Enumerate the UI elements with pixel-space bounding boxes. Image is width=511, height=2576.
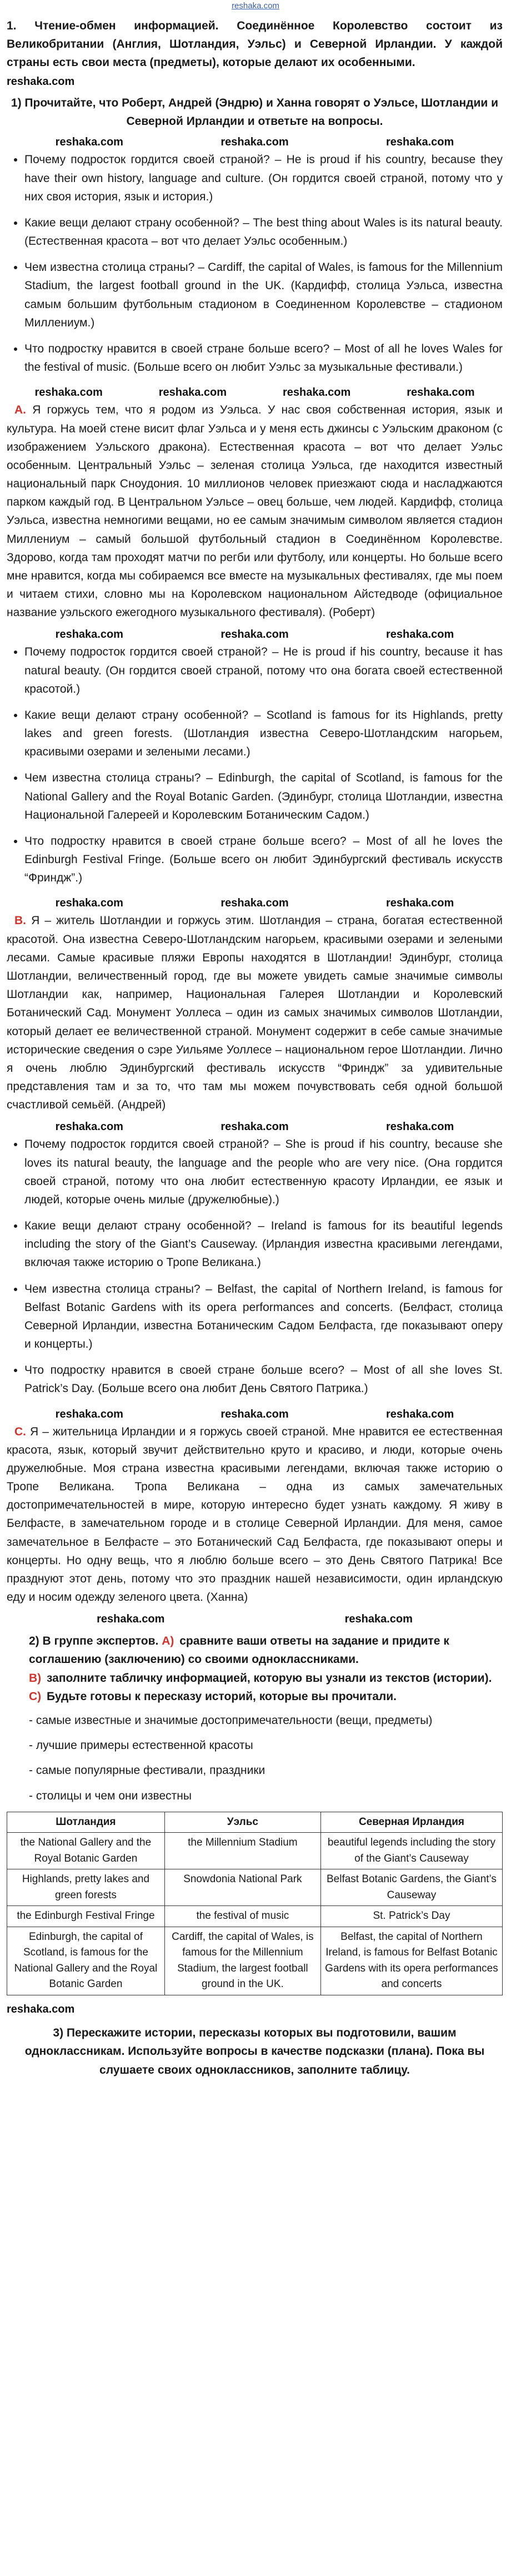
watermark: reshaka.com: [55, 136, 123, 149]
watermark: reshaka.com: [385, 1408, 454, 1420]
document-content: [7, 17, 503, 2079]
task-1-heading: 1) Прочитайте, что Роберт, Андрей (Эндрю) и Ханна говорят о Уэльсе, Шотландии и Северной Ирландии и ответьте на вопросы.: [11, 97, 499, 128]
task-2-line-a: [29, 1632, 503, 1668]
list-item: • Почему подросток гордится своей страной? – He is proud if his country, because they have their own history, language and culture. (Он гордится своей страной, потому что у них своя история, язык и история.): [24, 150, 503, 206]
task-2-line-b: [29, 1669, 503, 1687]
list-item: • Что подростку нравится в своей стране больше всего? – Most of all she loves St. Patrick’s Day. (Больше всего она любит День Святого Патрика.): [24, 1361, 503, 1398]
watermark: reshaka.com: [221, 136, 289, 149]
list-item: • Какие вещи делают страну особенной? – Scotland is famous for its Highlands, pretty lakes and green forests. (Шотландия известна Северо-Шотландским нагорьем, красивыми озерами и зелеными лесами.): [24, 706, 503, 762]
watermark-row: [7, 134, 503, 149]
watermark: reshaka.com: [385, 897, 454, 910]
list-item: • Что подростку нравится в своей стране больше всего? – Most of all he loves Wales for the festival of music. (Больше всего он любит Уэльс за музыкальные фестивали.): [24, 340, 503, 376]
watermark: reshaka.com: [7, 2003, 75, 2015]
watermark: reshaka.com: [221, 1121, 289, 1133]
column-header: Северная Ирландия: [320, 1812, 502, 1833]
list-item: • Что подростку нравится в своей стране больше всего? – Most of all he loves the Edinburgh Festival Fringe. (Больше всего он любит Эдинбургский фестиваль искусств “Фриндж”.): [24, 832, 503, 888]
table-cell: Belfast Botanic Gardens, the Giant’s Causeway: [320, 1869, 502, 1906]
list-item: - лучшие примеры естественной красоты: [29, 1739, 253, 1752]
story-c: [7, 1423, 503, 1607]
comparison-table: [7, 1812, 503, 1995]
table-cell: the National Gallery and the Royal Botanic Garden: [7, 1833, 165, 1869]
watermark: reshaka.com: [221, 1408, 289, 1420]
table-cell: Edinburgh, the capital of Scotland, is famous for the National Gallery and the Royal Botanic Garden: [7, 1927, 165, 1995]
watermark: reshaka.com: [34, 386, 103, 399]
watermark: reshaka.com: [221, 897, 289, 910]
task-2-c-label: С): [29, 1690, 42, 1703]
list-item: • Чем известна столица страны? – Cardiff, the capital of Wales, is famous for the Millennium Stadium, the largest football ground in the UK. (Кардифф, столица Уэльса, известна самым большим футбольным стадионом в Соединенном Королевстве – стадионом Миллениум.): [24, 258, 503, 332]
watermark: reshaka.com: [344, 1613, 413, 1626]
table-cell: Highlands, pretty lakes and green forests: [7, 1869, 165, 1906]
story-a-text: Я горжусь тем, что я родом из Уэльса. У нас своя собственная история, язык и культура. На моей стене висит флаг Уэльса и у меня есть джинсы с Уэльским драконом (с изображением Уэльского дракона). Естественная красота – вот что делает Уэльс особенным. Центральный Уэльс – зеленая столица Уэльса, где находится известный национальный парк Сноудония. 10 миллионов человек приезжают сюда и насладжаются парком каждый год. В Центральном Уэльсе – овец больше, чем людей. Кардифф, столица Уэльса, известна немногими вещами, но ее самым значимым символом является стадион Миллениум – самый большой футбольный стадион в Соединённом Королевстве. Здорово, когда там проходят матчи по регби или футболу, или концерты. Но больше всего мне нравится, когда мы собираемся все вместе на музыкальных фестивалях, где мы поем и читаем стихи, словно мы на Королевском национальном Айстедводе (официальное название уэльского ежегодного музыкального фестиваля). (Роберт): [7, 404, 503, 619]
list-item: - самые популярные фестивали, праздники: [29, 1764, 265, 1777]
table-row: [7, 1869, 503, 1906]
column-header: Уэльс: [164, 1812, 320, 1833]
story-a-label: А.: [14, 404, 26, 417]
watermark: reshaka.com: [55, 897, 123, 910]
table-row: [7, 1906, 503, 1927]
topics-list: [7, 1711, 503, 1805]
list-item: - столицы и чем они известны: [29, 1789, 192, 1802]
task-2-a-text: сравните ваши ответы на задание и придите к соглашению (заключению) со своими одноклассниками.: [29, 1635, 449, 1666]
watermark-row: [7, 895, 503, 910]
table-cell: the festival of music: [164, 1906, 320, 1927]
list-item: • Какие вещи делают страну особенной? – Ireland is famous for its beautiful legends including the story of the Giant’s Causeway. (Ирландия известна красивыми легендами, включая также историю о Тропе Великана.): [24, 1217, 503, 1272]
watermark: reshaka.com: [55, 628, 123, 641]
scotland-questions-list: [7, 643, 503, 887]
task-2-title: 2) В группе экспертов.: [29, 1635, 159, 1648]
list-item: • Чем известна столица страны? – Edinburgh, the capital of Scotland, is famous for the National Gallery and the Royal Botanic Garden. (Эдинбург, столица Шотландии, известна Национальной Галереей и Королевским Ботаническим Садом.): [24, 769, 503, 824]
task-2-b-text: заполните табличку информацией, которую вы узнали из текстов (истории).: [47, 1671, 492, 1685]
table-cell: Snowdonia National Park: [164, 1869, 320, 1906]
table-cell: beautiful legends including the story of the Giant’s Causeway: [320, 1833, 502, 1869]
watermark: reshaka.com: [385, 1121, 454, 1133]
watermark: reshaka.com: [385, 136, 454, 149]
watermark-row: [7, 626, 503, 642]
table-header-row: [7, 1812, 503, 1833]
watermark: reshaka.com: [407, 386, 475, 399]
task-2-block: [29, 1632, 503, 1706]
task-2-c-text: Будьте готовы к пересказу историй, которые вы прочитали.: [47, 1690, 397, 1703]
story-b: [7, 911, 503, 1114]
watermark-row: [7, 1406, 503, 1421]
task-3: 3) Перескажите истории, пересказы которых вы подготовили, вашим одноклассникам. Используйте вопросы в качестве подсказки (плана). Пока вы слушаете своих одноклассников, заполните таблицу.: [24, 2026, 485, 2076]
watermark: reshaka.com: [385, 628, 454, 641]
table-row: [7, 1833, 503, 1869]
list-item: • Почему подросток гордится своей страной? – She is proud if his country, because she loves its natural beauty, the language and the people who are very nice. (Она гордится своей страной, потому что она любит естественную красоту Ирландии, ее язык и людей, которые очень милые (дружелюбные).): [24, 1135, 503, 1209]
task-2-a-label: А): [162, 1635, 174, 1648]
list-item: • Почему подросток гордится своей страной? – He is proud if his country, because it has natural beauty. (Он гордится своей страной, потому что она богата своей естественной красотой.): [24, 643, 503, 698]
list-item: • Какие вещи делают страну особенной? – The best thing about Wales is its natural beauty. (Естественная красота – вот что делает Уэльс особенным.): [24, 214, 503, 250]
task-2-b-label: В): [29, 1671, 42, 1685]
story-c-text: Я – жительница Ирландии и я горжусь своей страной. Мне нравится ее естественная красота, язык, который звучит действительно круто и красиво, и люди, которые очень дружелюбные. Моя страна известна красивыми легендами, включая также историю о Тропе Великана. Тропа Великана – одна из самых замечательных достопримечательностей в мире, которую интересно будет узнать каждому. Я живу в Белфасте, в замечательном городе и в столице Северной Ирландии. Для меня, самое замечательное в Белфасте – это Ботанический Сад Белфаста, где показывают оперы и концерты. Но одну вещь, что я люблю больше всего – это День Святого Патрика! Все празднуют этот день, потому что это праздник нашей независимости, один ирландскую еду и носим одежду зеленого цвета. (Ханна): [7, 1425, 503, 1604]
list-item: - самые известные и значимые достопримечательности (вещи, предметы): [29, 1714, 433, 1727]
watermark: reshaka.com: [97, 1613, 165, 1626]
table-cell: St. Patrick’s Day: [320, 1906, 502, 1927]
watermark-row: [7, 1611, 503, 1626]
watermark: reshaka.com: [158, 386, 227, 399]
table-cell: Cardiff, the capital of Wales, is famous for the Millennium Stadium, the largest football ground in the UK.: [164, 1927, 320, 1995]
story-a: [7, 401, 503, 622]
column-header: Шотландия: [7, 1812, 165, 1833]
watermark: reshaka.com: [7, 75, 75, 88]
watermark: reshaka.com: [221, 628, 289, 641]
watermark: reshaka.com: [55, 1408, 123, 1420]
table-row: [7, 1927, 503, 1995]
watermark-row: [7, 384, 503, 400]
table-cell: Belfast, the capital of Northern Ireland, is famous for Belfast Botanic Gardens with its opera performances and concerts: [320, 1927, 502, 1995]
ireland-questions-list: [7, 1135, 503, 1398]
story-b-label: В.: [14, 914, 26, 927]
site-link[interactable]: reshaka.com: [232, 1, 279, 11]
story-c-label: С.: [14, 1425, 26, 1438]
wales-questions-list: [7, 150, 503, 376]
story-b-text: Я – житель Шотландии и горжусь этим. Шотландия – страна, богатая естественной красотой. Она известна Северо-Шотландским нагорьем, красивыми озерами и зелеными лесами. Самые красивые пляжи Европы находятся в Шотландии! Эдинбург, столица Шотландии, величественный город, где вы можете увидеть самые значимые символы Шотландии как, например, Национальная Галерея Шотландии и Королевский Ботанический Сад. Монумент Уоллеса – один из самых значимых символов Шотландии, который делает ее величественной страной. Монумент содержит в себе самые значимые исторические сведения о сэре Уильяме Уоллесе – национальном герое Шотландии. Лично я очень люблю Эдинбургский фестиваль искусств “Фриндж” за удивительные представления там и за то, что там мы можем почувствовать себя одной большой счастливой семьёй. (Андрей): [7, 914, 503, 1112]
watermark: reshaka.com: [55, 1121, 123, 1133]
watermark-row: [7, 1118, 503, 1134]
exercise-intro: 1. Чтение-обмен информацией. Соединённое Королевство состоит из Великобритании (Англия, Шотландия, Уэльс) и Северной Ирландии. У каждой страны есть свои места (предметы), которые делают их особенными.: [7, 19, 503, 69]
table-cell: the Edinburgh Festival Fringe: [7, 1906, 165, 1927]
task-2-line-c: [29, 1687, 503, 1706]
list-item: • Чем известна столица страны? – Belfast, the capital of Northern Ireland, is famous for Belfast Botanic Gardens with its opera performances and concerts. (Белфаст, столица Северной Ирландии, известна Ботаническим Садом Белфаста, где показывают оперу и концерты.): [24, 1280, 503, 1354]
table-cell: the Millennium Stadium: [164, 1833, 320, 1869]
watermark: reshaka.com: [282, 386, 351, 399]
